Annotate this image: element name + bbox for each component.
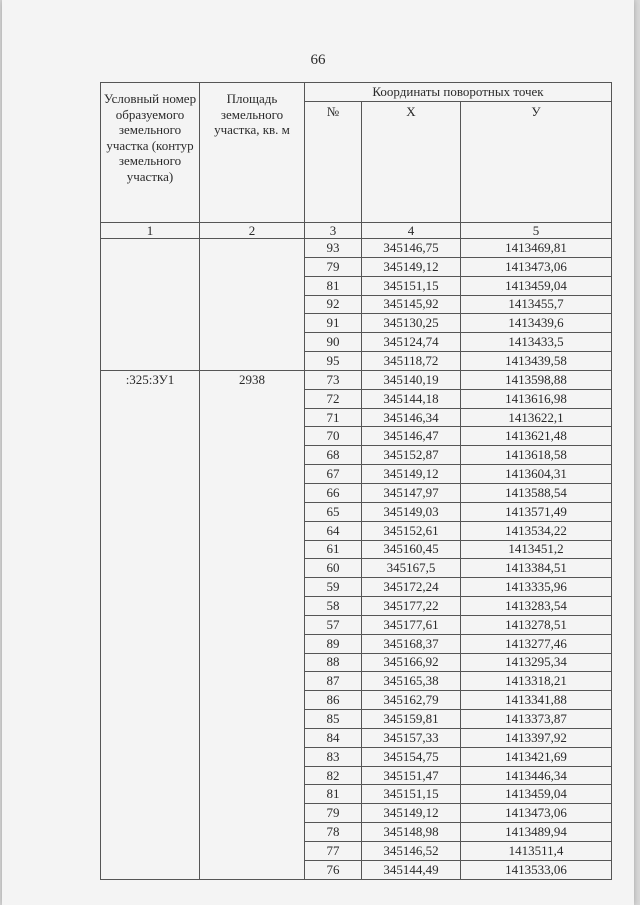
- point-number: 90: [305, 333, 362, 352]
- point-number: 73: [305, 370, 362, 389]
- point-number: 93: [305, 239, 362, 258]
- coordinate-x: 345146,47: [362, 427, 461, 446]
- point-number: 64: [305, 521, 362, 540]
- table-row: [101, 239, 612, 258]
- coordinate-y: 1413373,87: [461, 710, 612, 729]
- coordinate-y: 1413571,49: [461, 502, 612, 521]
- coordinate-x: 345167,5: [362, 559, 461, 578]
- coordinate-x: 345152,61: [362, 521, 461, 540]
- coordinate-x: 345140,19: [362, 370, 461, 389]
- coordinate-y: 1413511,4: [461, 842, 612, 861]
- coordinate-x: 345130,25: [362, 314, 461, 333]
- point-number: 79: [305, 257, 362, 276]
- coordinate-x: 345168,37: [362, 634, 461, 653]
- column-numbers-row: [101, 223, 612, 239]
- point-number: 70: [305, 427, 362, 446]
- header-x: Х: [362, 102, 461, 223]
- coordinate-y: 1413446,34: [461, 766, 612, 785]
- coordinate-y: 1413283,54: [461, 597, 612, 616]
- coordinate-y: 1413278,51: [461, 615, 612, 634]
- coordinate-y: 1413433,5: [461, 333, 612, 352]
- point-number: 66: [305, 483, 362, 502]
- coordinate-y: 1413277,46: [461, 634, 612, 653]
- coordinate-x: 345177,22: [362, 597, 461, 616]
- coordinate-x: 345165,38: [362, 672, 461, 691]
- parcel-number: [101, 239, 200, 371]
- coordinate-x: 345144,49: [362, 860, 461, 879]
- header-parcel-number: Условный номер образуемого земельного участка (контур земельного участка): [101, 83, 200, 223]
- coordinate-x: 345149,12: [362, 257, 461, 276]
- point-number: 85: [305, 710, 362, 729]
- coordinate-y: 1413459,04: [461, 785, 612, 804]
- point-number: 77: [305, 842, 362, 861]
- coordinate-x: 345151,15: [362, 785, 461, 804]
- coordinate-x: 345144,18: [362, 389, 461, 408]
- column-number: 1: [101, 223, 200, 239]
- point-number: 95: [305, 352, 362, 371]
- point-number: 82: [305, 766, 362, 785]
- coordinate-x: 345148,98: [362, 823, 461, 842]
- point-number: 87: [305, 672, 362, 691]
- coordinate-x: 345172,24: [362, 578, 461, 597]
- point-number: 59: [305, 578, 362, 597]
- point-number: 65: [305, 502, 362, 521]
- coordinate-x: 345159,81: [362, 710, 461, 729]
- point-number: 78: [305, 823, 362, 842]
- coordinate-x: 345124,74: [362, 333, 461, 352]
- coordinate-y: 1413588,54: [461, 483, 612, 502]
- point-number: 79: [305, 804, 362, 823]
- coordinate-x: 345145,92: [362, 295, 461, 314]
- coordinate-x: 345166,92: [362, 653, 461, 672]
- coordinate-y: 1413439,58: [461, 352, 612, 371]
- coordinate-x: 345147,97: [362, 483, 461, 502]
- coordinate-x: 345146,75: [362, 239, 461, 258]
- coordinate-y: 1413439,6: [461, 314, 612, 333]
- coordinate-y: 1413295,34: [461, 653, 612, 672]
- coordinate-y: 1413604,31: [461, 465, 612, 484]
- point-number: 76: [305, 860, 362, 879]
- coordinate-x: 345149,03: [362, 502, 461, 521]
- document-page: [2, 0, 634, 905]
- coordinate-y: 1413473,06: [461, 804, 612, 823]
- coordinate-x: 345160,45: [362, 540, 461, 559]
- page-number: 66: [310, 52, 326, 68]
- coordinate-y: 1413397,92: [461, 728, 612, 747]
- coordinates-table: [100, 82, 612, 880]
- coordinate-y: 1413489,94: [461, 823, 612, 842]
- column-number: 3: [305, 223, 362, 239]
- coordinate-y: 1413618,58: [461, 446, 612, 465]
- point-number: 72: [305, 389, 362, 408]
- coordinate-x: 345118,72: [362, 352, 461, 371]
- point-number: 86: [305, 691, 362, 710]
- point-number: 57: [305, 615, 362, 634]
- point-number: 81: [305, 785, 362, 804]
- coordinate-x: 345149,12: [362, 465, 461, 484]
- coordinate-x: 345162,79: [362, 691, 461, 710]
- point-number: 84: [305, 728, 362, 747]
- coordinate-y: 1413598,88: [461, 370, 612, 389]
- parcel-number: :325:ЗУ1: [101, 370, 200, 879]
- point-number: 58: [305, 597, 362, 616]
- coordinate-x: 345154,75: [362, 747, 461, 766]
- coordinate-y: 1413621,48: [461, 427, 612, 446]
- column-number: 4: [362, 223, 461, 239]
- point-number: 67: [305, 465, 362, 484]
- coordinate-y: 1413622,1: [461, 408, 612, 427]
- header-point-number: №: [305, 102, 362, 223]
- coordinate-y: 1413459,04: [461, 276, 612, 295]
- coordinate-x: 345152,87: [362, 446, 461, 465]
- coordinate-y: 1413616,98: [461, 389, 612, 408]
- coordinate-x: 345149,12: [362, 804, 461, 823]
- coordinate-x: 345146,34: [362, 408, 461, 427]
- coordinate-y: 1413384,51: [461, 559, 612, 578]
- coordinate-y: 1413341,88: [461, 691, 612, 710]
- coordinate-y: 1413473,06: [461, 257, 612, 276]
- point-number: 91: [305, 314, 362, 333]
- point-number: 81: [305, 276, 362, 295]
- parcel-area: 2938: [200, 370, 305, 879]
- header-parcel-area: Площадь земельного участка, кв. м: [200, 83, 305, 223]
- coordinate-y: 1413451,2: [461, 540, 612, 559]
- point-number: 71: [305, 408, 362, 427]
- coordinate-y: 1413534,22: [461, 521, 612, 540]
- table-row: [101, 370, 612, 389]
- coordinate-x: 345157,33: [362, 728, 461, 747]
- coordinate-y: 1413318,21: [461, 672, 612, 691]
- column-number: 2: [200, 223, 305, 239]
- point-number: 68: [305, 446, 362, 465]
- header-coordinates: Координаты поворотных точек: [305, 83, 612, 102]
- coordinate-x: 345151,47: [362, 766, 461, 785]
- point-number: 61: [305, 540, 362, 559]
- point-number: 83: [305, 747, 362, 766]
- column-number: 5: [461, 223, 612, 239]
- point-number: 89: [305, 634, 362, 653]
- coordinate-y: 1413469,81: [461, 239, 612, 258]
- point-number: 60: [305, 559, 362, 578]
- point-number: 92: [305, 295, 362, 314]
- coordinate-x: 345151,15: [362, 276, 461, 295]
- coordinate-x: 345177,61: [362, 615, 461, 634]
- coordinate-y: 1413533,06: [461, 860, 612, 879]
- coordinate-y: 1413455,7: [461, 295, 612, 314]
- coordinate-y: 1413421,69: [461, 747, 612, 766]
- coordinate-x: 345146,52: [362, 842, 461, 861]
- point-number: 88: [305, 653, 362, 672]
- coordinate-y: 1413335,96: [461, 578, 612, 597]
- parcel-area: [200, 239, 305, 371]
- header-y: У: [461, 102, 612, 223]
